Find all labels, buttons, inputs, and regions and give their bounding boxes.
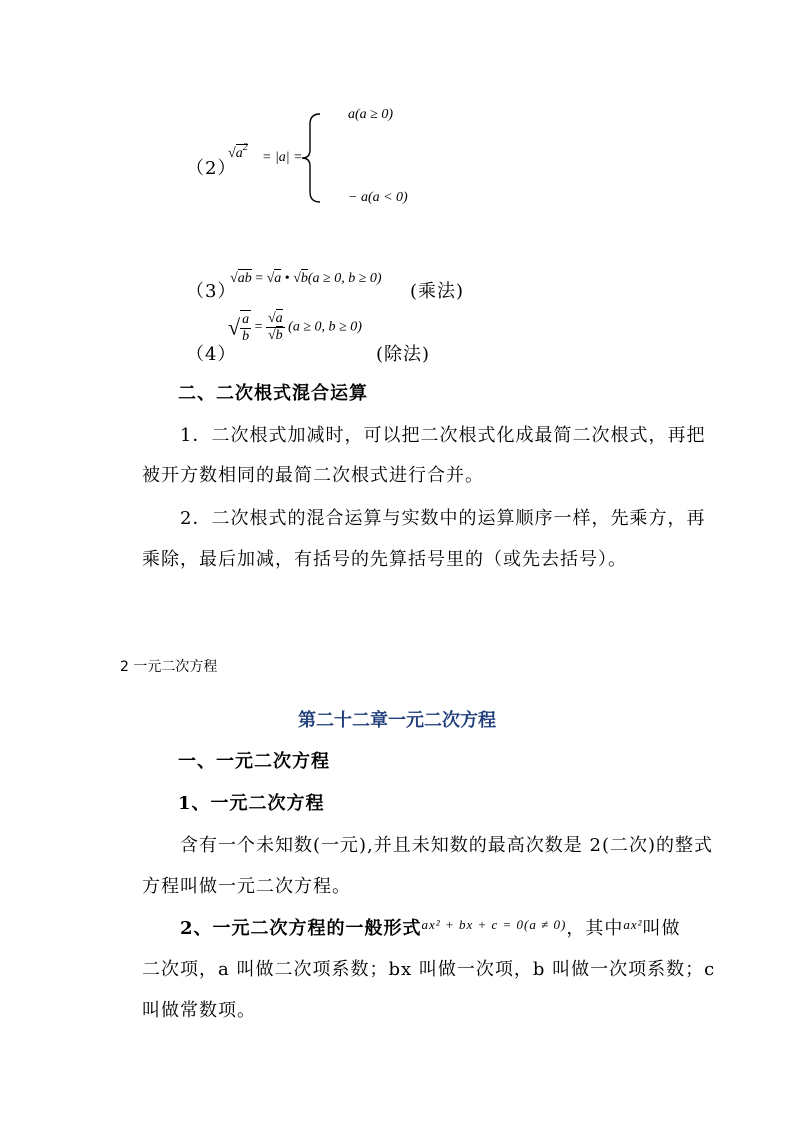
left-brace-icon (300, 112, 322, 204)
chapter-marker: 2 一元二次方程 (120, 659, 218, 675)
subheading-definition: 1、一元二次方程 (178, 793, 325, 814)
formula-3-label: （3） (186, 281, 237, 302)
formula-4-label: （4） (186, 344, 237, 365)
formula-3-expression: √ab = √a • √b(a ≥ 0, b ≥ 0) (230, 271, 382, 286)
formula-2-expression: $√a^2$ (228, 142, 248, 161)
general-form-line-1 (180, 914, 681, 940)
formula-4-division-note: (除法) (376, 344, 431, 365)
formula-4-expression: √ $\frac{a}{b}$ = $\frac{√a}{√b}$ (a ≥ 0, b ≥ 0) (228, 311, 362, 344)
section-heading-quadratic-equation: 一、一元二次方程 (178, 751, 330, 772)
general-form-suffix: 叫做 (642, 918, 681, 939)
formula-2-abs-value: = |a| = (262, 150, 303, 165)
paragraph-2-line-1: 2．二次根式的混合运算与实数中的运算顺序一样，先乘方，再 (180, 508, 706, 529)
definition-line-2: 方程叫做一元二次方程。 (142, 876, 351, 897)
general-form-label: 2、一元二次方程的一般形式 (180, 918, 422, 939)
formula-2-case-nonnegative: a(a ≥ 0) (348, 107, 394, 122)
general-form-line-2: 二次项，a 叫做二次项系数；bx 叫做一次项，b 叫做一次项系数；c (142, 959, 716, 980)
general-form-formula: ax² + bx + c = 0(a ≠ 0) (421, 917, 567, 932)
section-heading-mixed-operations: 二、二次根式混合运算 (178, 383, 368, 404)
definition-line-1: 含有一个未知数(一元),并且未知数的最高次数是 2(二次)的整式 (180, 835, 713, 856)
paragraph-1-line-2: 被开方数相同的最简二次根式进行合并。 (142, 465, 484, 486)
formula-3-multiplication-note: (乘法) (410, 281, 465, 302)
chapter-title: 第二十二章一元二次方程 (298, 710, 496, 731)
general-form-line-3: 叫做常数项。 (142, 1000, 256, 1021)
formula-2-label: （2） (186, 158, 237, 179)
quadratic-term: ax² (623, 917, 643, 932)
paragraph-2-line-2: 乘除，最后加减，有括号的先算括号里的（或先去括号）。 (142, 549, 627, 570)
general-form-mid: ，其中 (566, 918, 624, 939)
paragraph-1-line-1: 1．二次根式加减时，可以把二次根式化成最简二次根式，再把 (180, 425, 706, 446)
formula-2-case-negative: − a(a < 0) (348, 190, 408, 205)
